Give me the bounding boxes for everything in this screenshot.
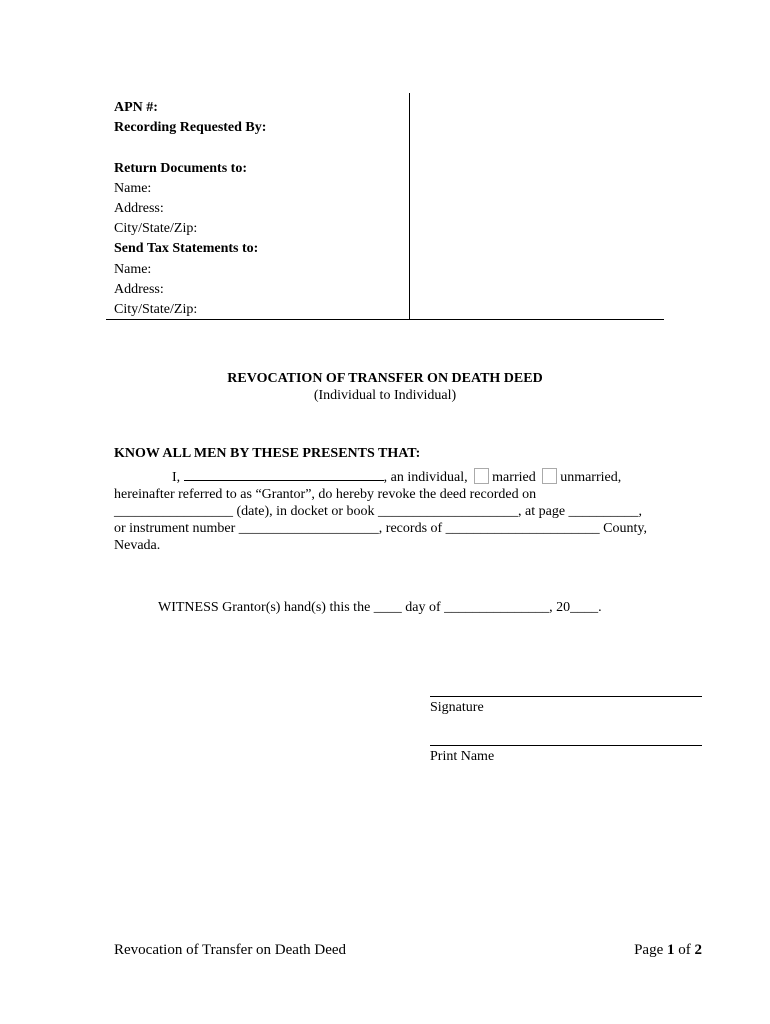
return-name-label: Name: bbox=[114, 180, 152, 196]
tax-address-label: Address: bbox=[114, 281, 164, 297]
spacer bbox=[114, 138, 266, 158]
tax-city-state-zip-label: City/State/Zip: bbox=[114, 301, 198, 317]
grantor-name-field[interactable] bbox=[184, 468, 384, 481]
tax-name-label: Name: bbox=[114, 261, 152, 277]
apn-label: APN #: bbox=[114, 100, 158, 115]
page-of: of bbox=[678, 942, 691, 958]
married-checkbox[interactable] bbox=[474, 468, 489, 484]
witness-line: WITNESS Grantor(s) hand(s) this the ____ day of _______________, 20____. bbox=[158, 600, 602, 615]
unmarried-checkbox[interactable] bbox=[542, 468, 557, 484]
grantor-definition-line: hereinafter referred to as “Grantor”, do hereby revoke the deed recorded on bbox=[114, 487, 537, 502]
document-subtitle: (Individual to Individual) bbox=[313, 388, 457, 403]
document-title: REVOCATION OF TRANSFER ON DEATH DEED bbox=[227, 371, 543, 386]
print-name-line[interactable] bbox=[430, 745, 702, 746]
signature-label: Signature bbox=[430, 700, 484, 715]
page-prefix: Page bbox=[634, 942, 664, 958]
recording-date-line: _________________ (date), in docket or book ____________________, at page __________, bbox=[114, 504, 643, 519]
footer-document-title: Revocation of Transfer on Death Deed bbox=[114, 942, 347, 958]
instrument-number-line: or instrument number ____________________, records of ______________________ County, bbox=[114, 521, 647, 536]
unmarried-label: unmarried, bbox=[560, 470, 622, 485]
signature-line[interactable] bbox=[430, 696, 702, 697]
page-number bbox=[634, 942, 702, 959]
header-divider-vertical bbox=[409, 93, 410, 319]
print-name-label: Print Name bbox=[430, 749, 495, 764]
send-tax-statements-to-label: Send Tax Statements to: bbox=[114, 241, 259, 257]
grantor-prefix: I, bbox=[172, 470, 181, 485]
recording-info-block bbox=[114, 98, 266, 320]
return-city-state-zip-label: City/State/Zip: bbox=[114, 221, 198, 237]
revocation-paragraph bbox=[114, 468, 647, 554]
grantor-suffix: , an individual, bbox=[383, 470, 468, 485]
return-documents-to-label: Return Documents to: bbox=[114, 160, 247, 176]
page-total: 2 bbox=[694, 942, 702, 958]
married-label: married bbox=[492, 470, 536, 485]
recording-requested-by-label: Recording Requested By: bbox=[114, 120, 267, 136]
know-all-men-heading: KNOW ALL MEN BY THESE PRESENTS THAT: bbox=[114, 446, 421, 461]
grantor-line bbox=[114, 468, 647, 486]
page-current: 1 bbox=[667, 942, 675, 958]
return-address-label: Address: bbox=[114, 200, 164, 216]
state-line: Nevada. bbox=[114, 538, 161, 553]
